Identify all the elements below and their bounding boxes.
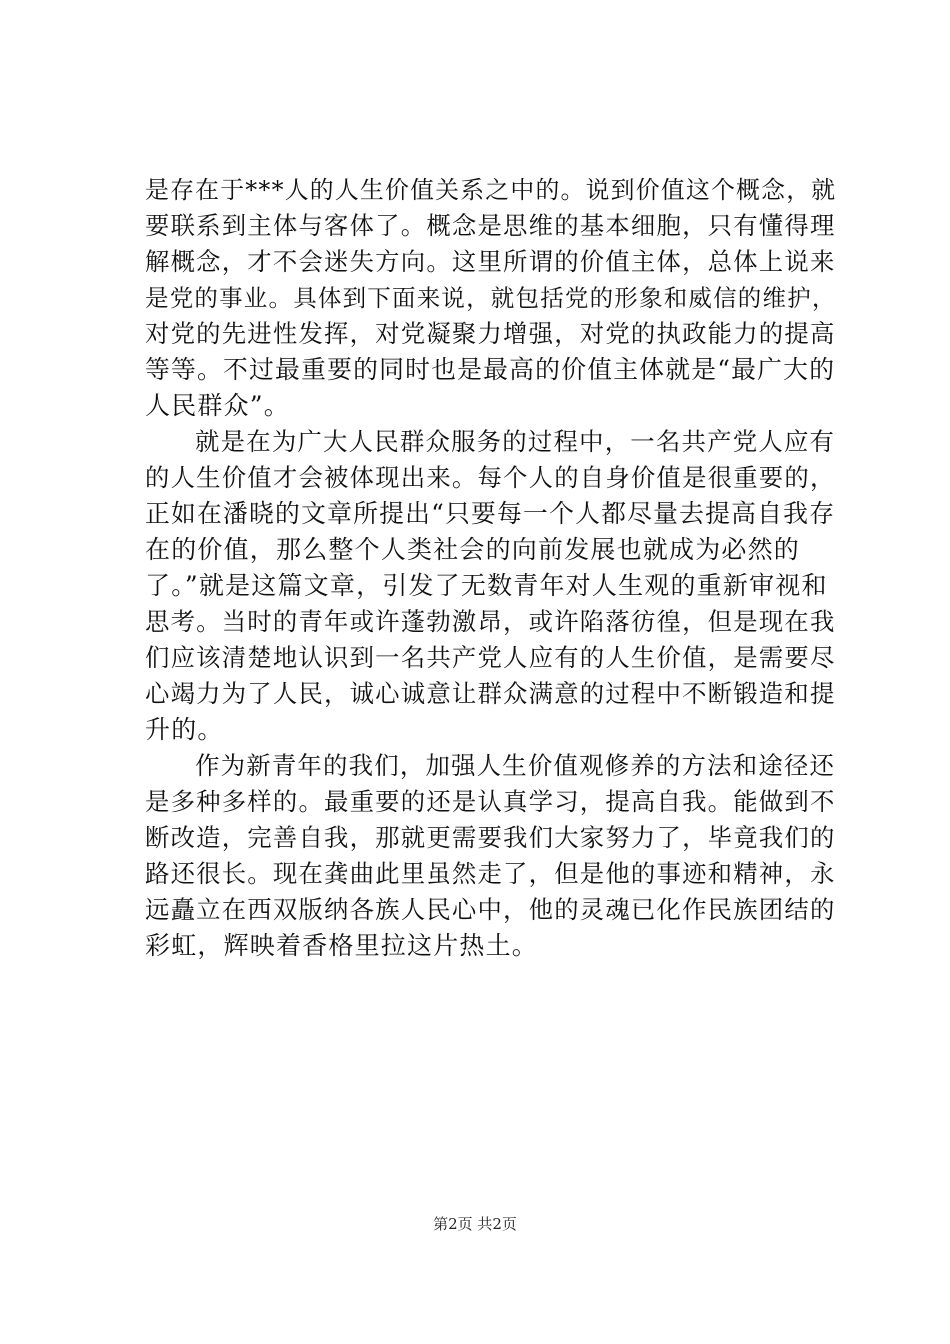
text-line: 是党的事业。具体到下面来说，就包括党的形象和威信的维护， [145,284,837,312]
text-line: 思考。当时的青年或许蓬勃激昂，或许陷落彷徨，但是现在我 [145,607,836,636]
text-line: 解概念，才不会迷失方向。这里所谓的价值主体，总体上说来 [145,247,836,276]
text-line: 对党的先进性发挥，对党凝聚力增强，对党的执政能力的提高 [145,319,836,348]
text-line: 作为新青年的我们，加强人生价值观修养的方法和途径还 [195,751,836,780]
text-line: 彩虹，辉映着香格里拉这片热土。 [145,931,539,960]
text-line: 人民群众”。 [145,391,290,420]
text-line: 路还很长。现在龚曲此里虽然走了，但是他的事迹和精神，永 [145,859,836,888]
text-line: 升的。 [145,715,224,744]
text-line: 要联系到主体与客体了。概念是思维的基本细胞，只有懂得理 [145,211,836,240]
text-line: 心竭力为了人民，诚心诚意让群众满意的过程中不断锻造和提 [145,679,836,708]
text-line: 在的价值，那么整个人类社会的向前发展也就成为必然的 [145,535,801,564]
text-line: 是存在于***人的人生价值关系之中的。说到价值这个概念，就 [145,176,837,204]
text-line: 是多种多样的。最重要的还是认真学习，提高自我。能做到不 [145,787,836,816]
text-line: 等等。不过最重要的同时也是最高的价值主体就是“最广大的 [145,355,836,384]
text-line: 断改造，完善自我，那就更需要我们大家努力了，毕竟我们的 [145,823,836,852]
text-line: 了。”就是这篇文章，引发了无数青年对人生观的重新审视和 [145,571,828,600]
text-line: 正如在潘晓的文章所提出“只要每一个人都尽量去提高自我存 [145,499,836,528]
text-line: 的人生价值才会被体现出来。每个人的自身价值是很重要的， [145,463,836,492]
page-footer: 第2页 共2页 [433,1215,517,1233]
text-line: 远矗立在西双版纳各族人民心中，他的灵魂已化作民族团结的 [145,895,836,924]
text-line: 们应该清楚地认识到一名共产党人应有的人生价值，是需要尽 [145,643,836,672]
text-line: 就是在为广大人民群众服务的过程中，一名共产党人应有 [195,427,836,456]
body-text [145,172,835,964]
